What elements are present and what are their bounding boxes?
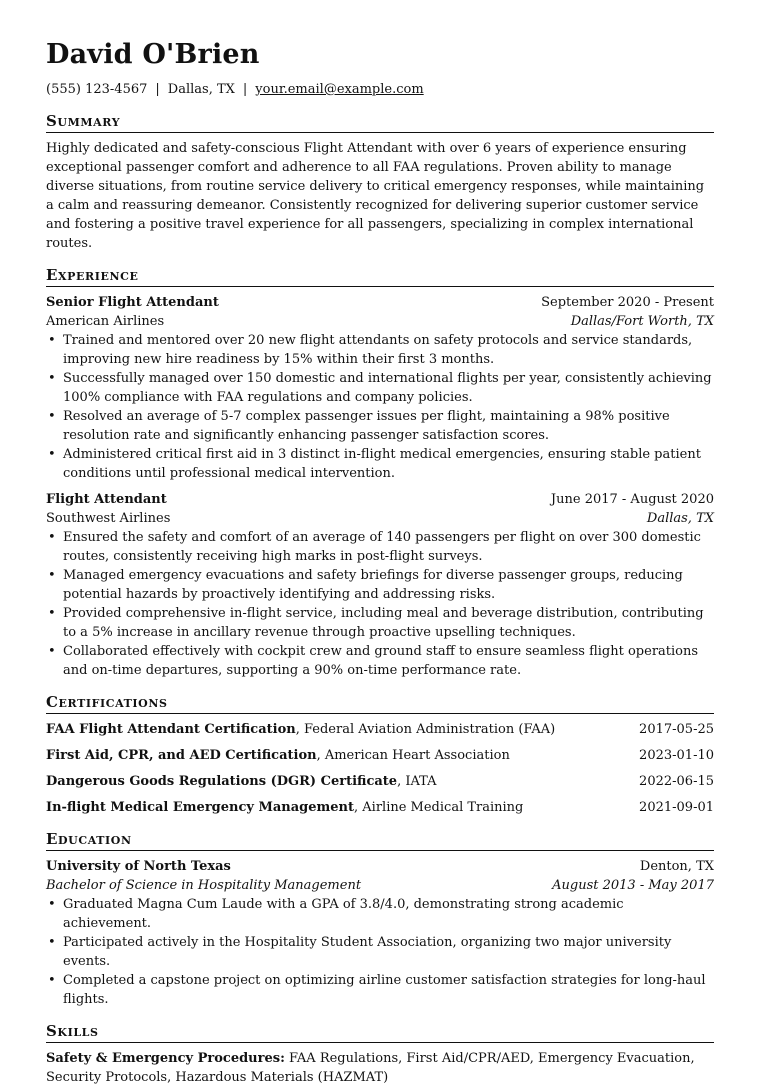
job-location: Dallas/Fort Worth, TX — [570, 314, 714, 329]
certification-date: 2023-01-10 — [639, 748, 714, 763]
school-name: University of North Texas — [46, 859, 231, 874]
job-company: Southwest Airlines — [46, 511, 171, 526]
job-dates: June 2017 - August 2020 — [550, 492, 714, 507]
section-title: Summary — [46, 112, 714, 133]
certifications-section — [46, 693, 714, 817]
phone-number: (555) 123-4567 — [46, 82, 148, 97]
job-location: Dallas, TX — [646, 511, 714, 526]
experience-section — [46, 266, 714, 680]
bullet-item: • Resolved an average of 5-7 complex passenger issues per flight, maintaining a 98% positive resolution rate and significantly enhancing passenger satisfaction scores. — [63, 407, 714, 445]
bullet-item: • Completed a capstone project on optimizing airline customer satisfaction strategies for long-haul flights. — [63, 971, 714, 1009]
bullet-item: • Provided comprehensive in-flight service, including meal and beverage distribution, contributing to a 5% increase in ancillary revenue through proactive upselling techniques. — [63, 604, 714, 642]
certification-name: First Aid, CPR, and AED Certification — [46, 748, 317, 763]
certification-item — [46, 720, 714, 739]
job-dates: September 2020 - Present — [541, 295, 714, 310]
bullet-item: • Successfully managed over 150 domestic and international flights per year, consistently achieving 100% compliance with FAA regulations and company policies. — [63, 369, 714, 407]
contact-separator: | — [242, 82, 248, 97]
certification-date: 2017-05-25 — [639, 722, 714, 737]
job-bullets — [46, 331, 714, 483]
certification-issuer: , American Heart Association — [316, 748, 510, 763]
section-title: Skills — [46, 1022, 714, 1043]
certification-item — [46, 746, 714, 765]
email-link[interactable]: your.email@example.com — [255, 82, 424, 97]
bullet-item: • Ensured the safety and comfort of an average of 140 passengers per flight on over 300 domestic routes, consistently receiving high marks in post-flight surveys. — [63, 528, 714, 566]
job-entry — [46, 490, 714, 680]
school-location: Denton, TX — [639, 859, 714, 874]
certification-name: In-flight Medical Emergency Management — [46, 800, 355, 815]
certification-item — [46, 772, 714, 791]
skills-items: FAA Regulations, First Aid/CPR/AED, Emergency Evacuation, Security Protocols, Hazardous Materials (HAZMAT) — [46, 1051, 695, 1085]
skills-section — [46, 1022, 714, 1087]
degree: Bachelor of Science in Hospitality Management — [46, 878, 362, 893]
certification-name: Dangerous Goods Regulations (DGR) Certificate — [46, 774, 398, 789]
certification-issuer: , Airline Medical Training — [354, 800, 524, 815]
skills-category: Safety & Emergency Procedures: — [46, 1051, 285, 1066]
job-role: Flight Attendant — [46, 492, 167, 507]
contact-line — [46, 80, 714, 99]
education-dates: August 2013 - May 2017 — [552, 878, 714, 893]
job-role: Senior Flight Attendant — [46, 295, 219, 310]
location: Dallas, TX — [167, 82, 235, 97]
bullet-item: • Administered critical first aid in 3 distinct in-flight medical emergencies, ensuring stable patient conditions until professional medical intervention. — [63, 445, 714, 483]
certification-issuer: , Federal Aviation Administration (FAA) — [295, 722, 556, 737]
candidate-name: David O'Brien — [46, 39, 260, 70]
certification-date: 2022-06-15 — [639, 774, 714, 789]
skills-line — [46, 1049, 714, 1087]
summary-section — [46, 112, 714, 253]
section-title: Certifications — [46, 693, 714, 714]
job-company: American Airlines — [46, 314, 165, 329]
education-bullets — [46, 895, 714, 1009]
certification-date: 2021-09-01 — [639, 800, 714, 815]
bullet-item: • Collaborated effectively with cockpit crew and ground staff to ensure seamless flight operations and on-time departures, supporting a 90% on-time performance rate. — [63, 642, 714, 680]
certification-issuer: , IATA — [397, 774, 437, 789]
bullet-item: • Participated actively in the Hospitality Student Association, organizing two major university events. — [63, 933, 714, 971]
certification-name: FAA Flight Attendant Certification — [46, 722, 296, 737]
summary-text: Highly dedicated and safety-conscious Flight Attendant with over 6 years of experience ensuring exceptional passenger comfort and adherence to all FAA regulations. Proven ability to manage diverse situations, from routine service delivery to critical emergency responses, while maintaining a calm and reassuring demeanor. Consistently recognized for delivering superior customer service and fostering a positive travel experience for all passengers, specializing in complex international routes. — [46, 141, 705, 251]
certification-item — [46, 798, 714, 817]
job-entry — [46, 293, 714, 483]
bullet-item: • Graduated Magna Cum Laude with a GPA of 3.8/4.0, demonstrating strong academic achievement. — [63, 895, 714, 933]
section-title: Experience — [46, 266, 714, 287]
section-title: Education — [46, 830, 714, 851]
bullet-item: • Managed emergency evacuations and safety briefings for diverse passenger groups, reducing potential hazards by proactively identifying and addressing risks. — [63, 566, 714, 604]
education-section — [46, 830, 714, 1009]
job-bullets — [46, 528, 714, 680]
contact-separator: | — [155, 82, 160, 97]
bullet-item: • Trained and mentored over 20 new flight attendants on safety protocols and service standards, improving new hire readiness by 15% within their first 3 months. — [63, 331, 714, 369]
